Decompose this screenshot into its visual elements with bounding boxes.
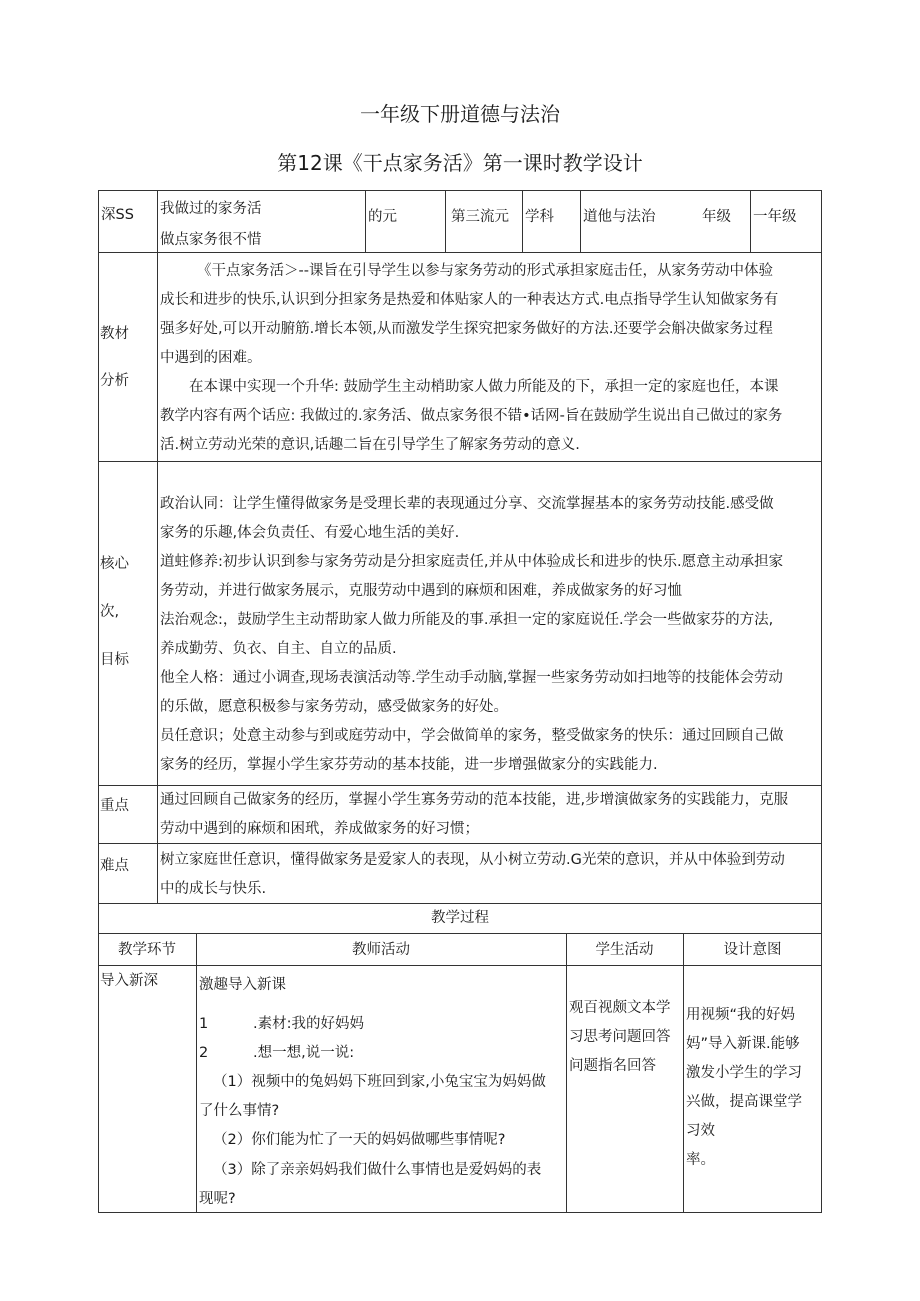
intent-line: 兴做，提高课堂学 [686, 1094, 802, 1110]
teacher-item2-text: .想一想,说一说: [253, 1045, 355, 1061]
core-text [160, 490, 820, 780]
core-line: 他全人格：通过小调查,现场表演活动等.学生动手动脑,掌握一些家务劳动如扫地等的技能体会劳动 [160, 670, 783, 686]
key-points-line: 通过回顾自己做家务的经历，掌握小学生寡务劳动的范本技能，进,步增演做家务的实践能力，克服 [160, 792, 789, 808]
student-line: 观百视颇文本学 [569, 1000, 671, 1016]
topic-1: 我做过的家务活 [160, 201, 262, 217]
core-line: 政治认同：让学生懂得做家务是受理长辈的表现通过分享、交流掌握基本的家务劳动技能.感受做 [160, 496, 774, 512]
core-line: 的乐做，愿意积极参与家务劳动，感受做家务的好处。 [160, 699, 508, 715]
subject-value: 道他与法治 [583, 209, 656, 225]
student-line: 习思考问题回答 [569, 1029, 671, 1045]
analysis-line: 教学内容有两个话应: 我做过的.家务活、做点家务很不错•话网-旨在鼓励学生说出自己做过的家务 [160, 408, 783, 424]
topic-2: 做点家务很不惜 [160, 232, 262, 248]
unit-value: 第三流元 [451, 209, 509, 225]
intent-line: 用视频“我的好妈 [686, 1007, 796, 1023]
core-line: 法治观念:，鼓励学生主动帮助家人做力所能及的事.承担一定的家庭说任.学会一些做家芬的方法, [160, 612, 774, 628]
analysis-line: 中遇到的困难。 [160, 350, 262, 366]
difficulties-text [160, 846, 820, 904]
col-student: 学生活动 [595, 942, 654, 958]
stage-cell: 导入新深 [100, 973, 158, 989]
teacher-q3-line1: （3）除了亲亲妈妈我们做什么事情也是爱妈妈的表 [213, 1162, 542, 1178]
key-points-line: 劳动中遇到的麻烦和困玳，养成做家务的好习惯； [160, 821, 479, 837]
intent-line: 习效 [686, 1123, 715, 1139]
intent-line: 激发小学生的学习 [686, 1065, 802, 1081]
analysis-text [160, 257, 820, 460]
analysis-line: 活.树立劳动光荣的意识,话趣二旨在引导学生了解家务劳动的意义. [160, 437, 580, 453]
teacher-q2: （2）你们能为忙了一天的妈妈做哪些事情呢? [213, 1132, 506, 1148]
subject-label: 学科 [525, 209, 554, 225]
key-points-label: 重点 [100, 798, 129, 814]
core-label-3: 目标 [100, 652, 129, 668]
grade-value: 一年级 [753, 209, 797, 225]
core-label-1: 核心 [100, 556, 129, 572]
page-title: 一年级下册道德与法治 [360, 102, 560, 126]
core-line: 家务的乐趣,体会负责任、有爱心地生活的美好. [160, 525, 460, 541]
analysis-line: 《干点家务活＞--课旨在引导学生以参与家务劳动的形式承担家庭击任，从家务劳动中体验 [197, 263, 773, 279]
core-line: 道蛀修养:初步认识到参与家务劳动是分担家庭责任,并从中体验成长和进步的快乐.愿意主动承担家 [160, 554, 784, 570]
student-activity [569, 994, 681, 1081]
student-line: 问题指名回答 [569, 1058, 656, 1074]
analysis-line: 成长和进步的快乐,认识到分担家务是热爱和体贴家人的一种表达方式.电点指导学生认知做家务有 [160, 292, 779, 308]
core-line: 家务的经历，掌握小学生家芬劳动的基本技能，进一步增强做家分的实践能力. [160, 757, 658, 773]
teacher-item1-text: .素材:我的好妈妈 [253, 1016, 364, 1032]
teacher-q3-line2: 现呢? [199, 1191, 236, 1207]
grade-label: 年级 [702, 209, 731, 225]
info-label: 深SS [101, 207, 134, 223]
analysis-line: 强多好处,可以开动腑筋.增长本领,从而激发学生探究把家务做好的方法.还要学会斛决做家务过程 [160, 321, 773, 337]
core-line: 养成勤劳、负衣、自主、自立的品质. [160, 641, 397, 657]
intent-line: 率。 [686, 1152, 715, 1168]
design-intent [686, 1001, 820, 1175]
unit-label: 的元 [368, 209, 397, 225]
difficulties-label: 难点 [100, 858, 129, 874]
teacher-item1-num: 1 [199, 1016, 209, 1032]
core-line: 员任意识；处意主动参与到或庭劳动中，学会做简单的家务，整受做家务的快乐：通过回顾自己做 [160, 728, 784, 744]
core-line: 务劳动，并进行做家务展示，克服劳动中遇到的麻烦和困难，养成做家务的好习恤 [160, 583, 682, 599]
col-teacher: 教师活动 [352, 942, 410, 958]
key-points-text [160, 786, 820, 844]
difficulties-line: 树立家庭世任意识，懂得做家务是爱家人的表现，从小树立劳动.G光荣的意识，并从中体验到劳动 [160, 852, 785, 868]
analysis-label-1: 教材 [100, 326, 129, 342]
teacher-q1-line2: 了什么事情? [199, 1103, 280, 1119]
difficulties-line: 中的成长与快乐. [160, 881, 267, 897]
teacher-q1-line1: （1）视频中的兔妈妈下班回到家,小兔宝宝为妈妈做 [213, 1074, 546, 1090]
col-stage: 教学环节 [118, 942, 176, 958]
core-label-2: 次, [100, 604, 120, 620]
process-heading: 教学过程 [431, 910, 489, 926]
analysis-line: 在本课中实现一个升华: 鼓励学生主动梢助家人做力所能及的下，承担一定的家庭也任，本课 [189, 379, 779, 395]
lesson-title: 第12课《干点家务活》第一课时教学设计 [277, 151, 643, 175]
col-intent: 设计意图 [723, 942, 782, 958]
teacher-heading: 激趣导入新课 [199, 977, 286, 993]
analysis-label-2: 分析 [100, 373, 129, 389]
intent-line: 妈”导入新课.能够 [686, 1036, 800, 1052]
teacher-item2-num: 2 [199, 1045, 209, 1061]
